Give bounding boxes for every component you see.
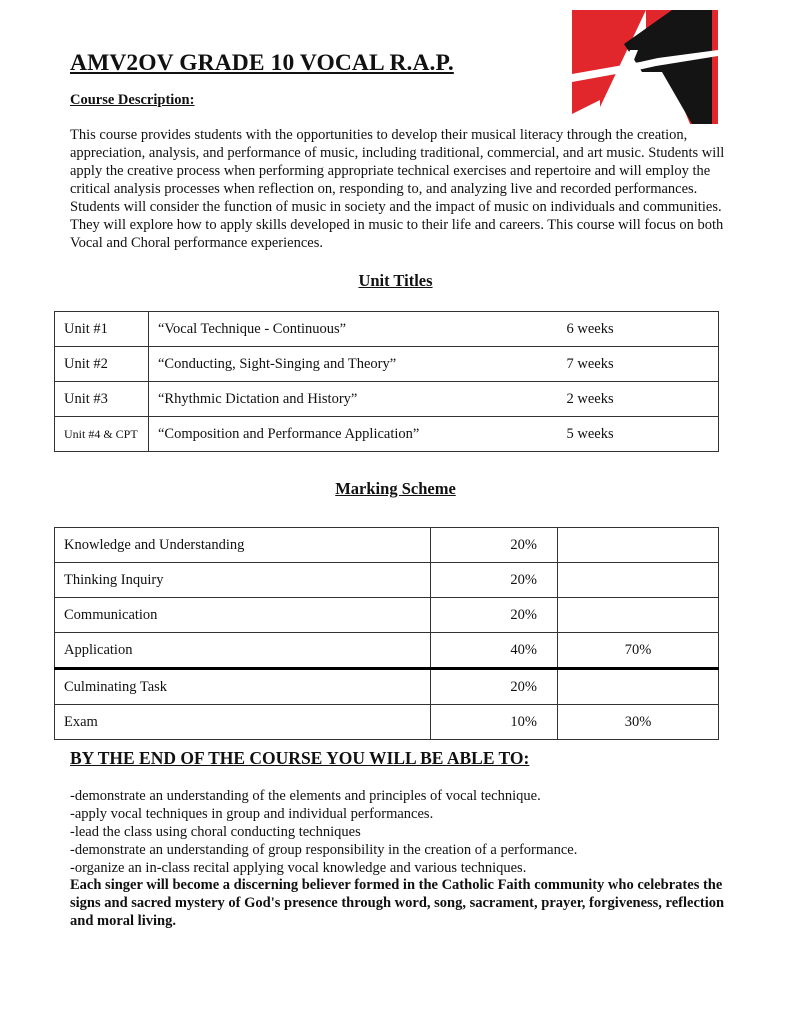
unit-number: Unit #3 (55, 382, 149, 417)
marking-category: Application (55, 633, 431, 669)
marking-category: Culminating Task (55, 669, 431, 705)
unit-duration: 6 weeks (567, 312, 719, 347)
school-logo-icon (572, 10, 718, 124)
marking-scheme-table (54, 527, 719, 740)
unit-titles-heading: Unit Titles (358, 271, 433, 290)
outcomes-heading: BY THE END OF THE COURSE YOU WILL BE ABLE TO: (70, 748, 530, 768)
unit-title: “Conducting, Sight-Singing and Theory” (149, 347, 567, 382)
list-item: -lead the class using choral conducting techniques (70, 824, 361, 840)
marking-percent: 20% (431, 528, 558, 563)
table-row (55, 598, 719, 633)
marking-total: 70% (558, 633, 719, 669)
course-description-label: Course Description: (70, 92, 195, 108)
marking-percent: 20% (431, 669, 558, 705)
marking-category: Communication (55, 598, 431, 633)
marking-category: Exam (55, 705, 431, 740)
table-row (55, 528, 719, 563)
marking-category: Knowledge and Understanding (55, 528, 431, 563)
table-row (55, 382, 719, 417)
unit-number: Unit #2 (55, 347, 149, 382)
marking-category: Thinking Inquiry (55, 563, 431, 598)
marking-total: 30% (558, 705, 719, 740)
unit-duration: 7 weeks (567, 347, 719, 382)
list-item: -organize an in-class recital applying vocal knowledge and various techniques. (70, 860, 527, 876)
marking-percent: 10% (431, 705, 558, 740)
unit-title: “Rhythmic Dictation and History” (149, 382, 567, 417)
marking-scheme-heading: Marking Scheme (335, 479, 456, 498)
unit-title: “Composition and Performance Application” (149, 417, 567, 452)
marking-total (558, 563, 719, 598)
table-row (55, 563, 719, 598)
list-item: -apply vocal techniques in group and individual performances. (70, 806, 434, 822)
course-description-text: This course provides students with the opportunities to develop their musical literacy through the creation, appreciation, analysis, and performance of music, including traditional, commercial, and art music. Students will apply the creative process when performing appropriate technical exercises and repertoire and will employ the critical analysis processes when reflection on, responding to, and analyzing live and recorded performances. Students will consider the function of music in society and the impact of music on individuals and communities. They will explore how to apply skills developed in music to their life and careers. This course will focus on both Vocal and Choral performance experiences. (70, 127, 725, 251)
unit-number: Unit #1 (55, 312, 149, 347)
unit-duration: 2 weeks (567, 382, 719, 417)
list-item: -demonstrate an understanding of the elements and principles of vocal technique. (70, 788, 541, 804)
unit-number: Unit #4 & CPT (55, 417, 149, 452)
marking-percent: 20% (431, 563, 558, 598)
table-row (55, 669, 719, 705)
faith-statement: Each singer will become a discerning believer formed in the Catholic Faith community who celebrates the signs and sacred mystery of God's presence through word, song, sacrament, prayer, forgiveness, reflection and moral living. (70, 877, 725, 929)
table-row (55, 347, 719, 382)
marking-total (558, 598, 719, 633)
list-item: -demonstrate an understanding of group responsibility in the creation of a performance. (70, 842, 578, 858)
table-row (55, 705, 719, 740)
unit-duration: 5 weeks (567, 417, 719, 452)
table-row (55, 633, 719, 669)
page-title: AMV2OV GRADE 10 VOCAL R.A.P. (70, 50, 454, 76)
marking-percent: 20% (431, 598, 558, 633)
marking-total (558, 528, 719, 563)
marking-percent: 40% (431, 633, 558, 669)
table-row (55, 312, 719, 347)
unit-titles-table (54, 311, 719, 452)
marking-total (558, 669, 719, 705)
unit-title: “Vocal Technique - Continuous” (149, 312, 567, 347)
outcomes-list (70, 787, 735, 877)
table-row (55, 417, 719, 452)
